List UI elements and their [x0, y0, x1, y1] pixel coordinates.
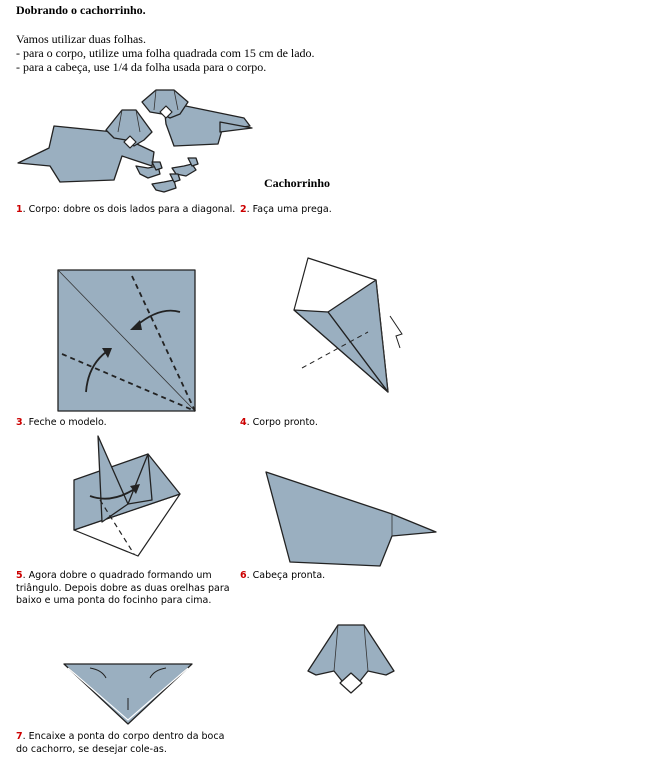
step-3-diagram [72, 434, 184, 556]
page-title: Dobrando o cachorrinho. [16, 3, 146, 17]
intro-line: - para a cabeça, use 1/4 da folha usada para o corpo. [16, 60, 267, 74]
step-number: 1 [16, 204, 23, 215]
step-number: 4 [240, 417, 247, 428]
step-caption: 6. Cabeça pronta. [240, 570, 326, 581]
section-title: Cachorrinho [264, 176, 330, 190]
step-number: 3 [16, 417, 23, 428]
hero-illustration [14, 88, 264, 198]
step-4-diagram [262, 470, 436, 566]
step-text: Encaixe a ponta do corpo dentro da boca do cachorro, se desejar cole-as. [16, 731, 225, 755]
small-dog [152, 174, 180, 192]
step-text: Corpo: dobre os dois lados para a diagonal. [28, 204, 236, 215]
intro-line: - para o corpo, utilize uma folha quadrada com 15 cm de lado. [16, 46, 315, 60]
step-caption: 7. Encaixe a ponta do corpo dentro da boca do cachorro, se desejar cole-as. [16, 731, 225, 755]
small-dog [172, 158, 198, 176]
step-caption: 1. Corpo: dobre os dois lados para a diagonal. [16, 204, 236, 215]
step-number: 7 [16, 731, 23, 742]
step-caption: 5. Agora dobre o quadrado formando um triângulo. Depois dobre as duas orelhas para baixo e uma ponta do focinho para cima. [16, 570, 230, 606]
step-number: 6 [240, 570, 247, 581]
step-caption: 4. Corpo pronto. [240, 417, 318, 428]
step-1-diagram [56, 268, 196, 413]
step-number: 2 [240, 204, 247, 215]
step-caption: 3. Feche o modelo. [16, 417, 107, 428]
step-text: Cabeça pronta. [252, 570, 326, 581]
step-text: Agora dobre o quadrado formando um triângulo. Depois dobre as duas orelhas para baixo e uma ponta do focinho para cima. [16, 570, 230, 606]
step-6-diagram [306, 623, 396, 695]
step-5-diagram [62, 660, 194, 726]
intro-line: Vamos utilizar duas folhas. [16, 32, 146, 46]
step-number: 5 [16, 570, 23, 581]
step-2-diagram [292, 256, 427, 396]
step-text: Corpo pronto. [252, 417, 318, 428]
step-caption: 2. Faça uma prega. [240, 204, 332, 215]
step-text: Faça uma prega. [252, 204, 332, 215]
intro-text [16, 32, 315, 74]
step-text: Feche o modelo. [28, 417, 107, 428]
